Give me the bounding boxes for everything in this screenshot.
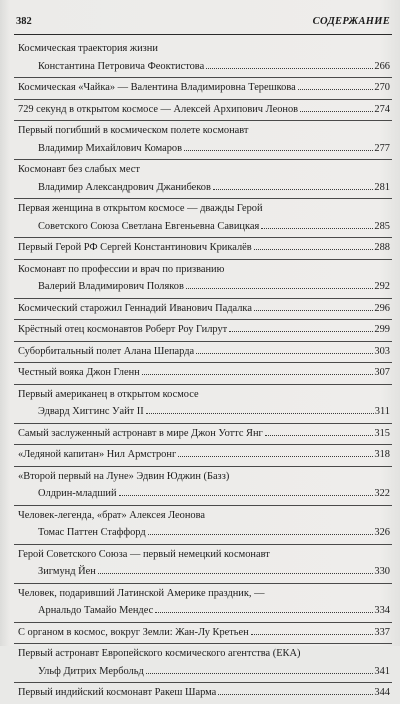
toc-entry-text: 729 секунд в открытом космосе — Алексей Архипович Леонов (18, 103, 299, 115)
dot-leader (213, 189, 374, 190)
toc-entry-text: Первая женщина в открытом космосе — дважды Герой (18, 203, 263, 214)
toc-page-number: 334 (374, 605, 390, 616)
toc-entry-text: Ульф Дитрих Мербольд (38, 665, 144, 677)
toc-entry-text: Первый индийский космонавт Ракеш Шарма (18, 687, 217, 698)
dot-leader (155, 612, 373, 613)
toc-entry (14, 100, 392, 122)
toc-entry (14, 584, 392, 623)
toc-page-number: 337 (374, 626, 390, 638)
toc-page-number: 330 (374, 566, 390, 577)
dot-leader (184, 150, 373, 151)
toc-entry-text: Человек-легенда, «брат» Алексея Леонова (18, 509, 205, 521)
toc-entry-text: Владимир Александрович Джанибеков (38, 181, 211, 193)
toc-entry-text: Первый погибший в космическом полете космонавт (18, 125, 249, 136)
dot-leader (119, 495, 374, 496)
toc-entry (14, 363, 392, 385)
toc-entry-text: С органом в космос, вокруг Земли: Жан-Лу Кретьен (18, 626, 249, 638)
toc-entry-continuation-line (14, 403, 392, 421)
toc-entry (14, 445, 392, 467)
dot-leader (254, 249, 374, 250)
toc-page-number: 288 (374, 242, 390, 253)
toc-entry-text: Человек, подаривший Латинской Америке праздник, — (18, 587, 265, 599)
toc-entry-text: Крёстный отец космонавтов Роберт Роу Гилрут (18, 324, 228, 335)
toc-entry-text: Космическая траектория жизни (18, 43, 158, 54)
toc-entry-continuation-line (14, 140, 392, 158)
toc-entry-title-line (14, 624, 392, 642)
toc-page-number: 311 (374, 406, 390, 417)
toc-entry (14, 238, 392, 260)
dot-leader (251, 634, 374, 635)
dot-leader (148, 534, 374, 535)
table-of-contents (14, 39, 392, 704)
toc-entry (14, 121, 392, 160)
dot-leader (146, 413, 374, 414)
toc-entry-title-line (14, 200, 392, 218)
toc-entry-text: Зигмунд Йен (38, 566, 96, 577)
toc-entry (14, 299, 392, 321)
toc-page-number: 318 (374, 449, 390, 460)
toc-entry-text: Первый Герой РФ Сергей Константинович Крикалёв (18, 242, 252, 253)
toc-page-number: 299 (374, 324, 390, 335)
toc-entry-text: «Второй первый на Луне» Эдвин Юджин (Базз) (18, 470, 230, 482)
dot-leader (261, 228, 373, 229)
toc-entry-text: Арнальдо Тамайо Мендес (38, 605, 154, 616)
toc-entry (14, 623, 392, 645)
toc-entry-title-line (14, 446, 392, 464)
toc-entry (14, 424, 392, 446)
toc-entry-title-line (14, 101, 392, 119)
toc-entry (14, 545, 392, 584)
dot-leader (298, 89, 374, 90)
page-number: 382 (16, 16, 32, 27)
toc-entry (14, 160, 392, 199)
toc-entry-text: Космическая «Чайка» — Валентина Владимировна Терешкова (18, 82, 296, 93)
section-title: СОДЕРЖАНИЕ (312, 16, 390, 27)
toc-entry (14, 320, 392, 342)
toc-page-number: 344 (374, 687, 390, 698)
toc-page-number: 277 (374, 142, 390, 154)
toc-entry-text: Космонавт без слабых мест (18, 164, 140, 175)
toc-entry-title-line (14, 425, 392, 443)
toc-entry-text: Олдрин-младший (38, 488, 117, 499)
dot-leader (218, 694, 373, 695)
dot-leader (142, 374, 374, 375)
toc-entry-continuation-line (14, 663, 392, 681)
toc-entry (14, 467, 392, 506)
toc-page-number: 292 (374, 281, 390, 292)
toc-entry-continuation-line (14, 278, 392, 296)
toc-entry-title-line (14, 261, 392, 279)
toc-entry-continuation-line (14, 218, 392, 236)
toc-entry-text: Томас Паттен Стаффорд (38, 527, 146, 538)
toc-entry-title-line (14, 386, 392, 404)
toc-entry-title-line (14, 239, 392, 257)
toc-page-number: 307 (374, 367, 390, 378)
toc-page-number: 296 (374, 302, 390, 314)
toc-entry-title-line (14, 468, 392, 486)
toc-entry-text: Советского Союза Светлана Евгеньевна Савицкая (38, 220, 260, 232)
toc-entry (14, 78, 392, 100)
toc-entry-title-line (14, 122, 392, 140)
toc-entry-text: Владимир Михайлович Комаров (38, 142, 183, 154)
toc-entry-text: Эдвард Хиггинс Уайт II (38, 406, 144, 417)
toc-entry-text: «Ледяной капитан» Нил Армстронг (18, 449, 177, 460)
toc-entry (14, 644, 392, 683)
toc-entry (14, 260, 392, 299)
dot-leader (254, 310, 373, 311)
toc-page-number: 285 (374, 220, 390, 232)
toc-page-number: 266 (374, 60, 390, 72)
toc-page-number: 341 (374, 665, 390, 677)
dot-leader (98, 573, 374, 574)
toc-entry-continuation-line (14, 485, 392, 503)
toc-page-number: 315 (374, 427, 390, 439)
dot-leader (265, 435, 374, 436)
dot-leader (229, 331, 373, 332)
toc-page-number: 281 (374, 181, 390, 193)
toc-entry-continuation-line (14, 524, 392, 542)
dot-leader (146, 673, 374, 674)
toc-entry (14, 342, 392, 364)
toc-page-number: 274 (374, 103, 390, 115)
toc-entry-title-line (14, 684, 392, 702)
toc-entry-title-line (14, 645, 392, 663)
toc-entry-continuation-line (14, 58, 392, 76)
dot-leader (300, 111, 373, 112)
toc-entry-title-line (14, 364, 392, 382)
toc-page-number: 303 (374, 345, 390, 357)
toc-entry-title-line (14, 321, 392, 339)
toc-page-number: 322 (374, 488, 390, 499)
toc-entry (14, 39, 392, 78)
toc-entry (14, 506, 392, 545)
toc-entry-text: Первый астронавт Европейского космического агентства (ЕКА) (18, 648, 301, 659)
toc-page-number: 270 (374, 82, 390, 93)
toc-entry-text: Первый американец в открытом космосе (18, 388, 199, 400)
dot-leader (196, 353, 373, 354)
toc-page-number: 326 (374, 527, 390, 538)
toc-entry-title-line (14, 40, 392, 58)
toc-entry-text: Космический старожил Геннадий Иванович Падалка (18, 302, 252, 314)
toc-entry (14, 683, 392, 704)
toc-entry-text: Самый заслуженный астронавт в мире Джон Уоттс Янг (18, 427, 263, 439)
toc-entry-title-line (14, 300, 392, 318)
toc-entry-title-line (14, 585, 392, 603)
dot-leader (178, 456, 373, 457)
toc-entry-title-line (14, 507, 392, 525)
toc-entry-title-line (14, 546, 392, 564)
toc-entry-title-line (14, 161, 392, 179)
toc-entry-text: Валерий Владимирович Поляков (38, 281, 184, 292)
toc-entry-text: Честный вояка Джон Гленн (18, 367, 140, 378)
toc-entry-title-line (14, 343, 392, 361)
toc-entry-continuation-line (14, 179, 392, 197)
dot-leader (206, 68, 373, 69)
page-header (14, 14, 392, 35)
toc-entry-text: Герой Советского Союза — первый немецкий космонавт (18, 548, 270, 560)
toc-entry-text: Космонавт по профессии и врач по призванию (18, 263, 225, 275)
toc-entry (14, 385, 392, 424)
dot-leader (186, 288, 374, 289)
toc-entry-continuation-line (14, 563, 392, 581)
toc-entry-text: Константина Петровича Феоктистова (38, 60, 205, 72)
toc-entry-text: Суборбитальный полет Алана Шепарда (18, 345, 195, 357)
toc-entry-continuation-line (14, 602, 392, 620)
toc-entry (14, 199, 392, 238)
toc-entry-title-line (14, 79, 392, 97)
